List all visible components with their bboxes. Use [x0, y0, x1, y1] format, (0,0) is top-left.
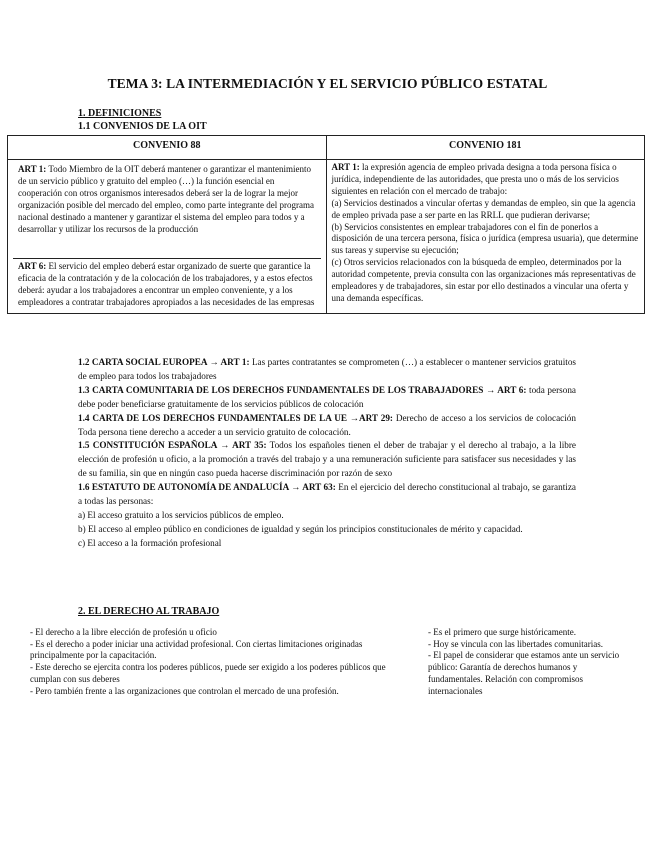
- para-1-5: [78, 439, 576, 481]
- para-1-4: [78, 412, 576, 440]
- para-1-6-b: b) El acceso al empleo público en condiciones de igualdad y según los principios constitucionales de mérito y capacidad.: [78, 523, 523, 534]
- c88-art1-block: [13, 162, 321, 258]
- c88-art6-block: [13, 258, 321, 311]
- c181-item-b: (b) Servicios consistentes en emplear trabajadores con el fin de ponerlos a disposición de una tercera persona, física o jurídica (empresa usuaria), que determine sus tareas y supervise su ejecución;: [331, 221, 639, 256]
- c181-art1-intro: [332, 162, 640, 198]
- c88-art6-text: El servicio del empleo deberá estar organizado de suerte que garantice la eficacia de la contratación y de la colocación de los trabajadores, y a estos efectos deberá: ayudar a los trabajadores a encontrar un empleo conveniente, y a los empleadores a contratar trabajadores apropiados a las necesidades de las empresas: [18, 261, 315, 307]
- para-1-2: [78, 356, 576, 384]
- table-header-row: [8, 136, 645, 160]
- list-item: - Es el primero que surge históricamente.: [428, 627, 577, 637]
- para-1-5-label: 1.5 CONSTITUCIÓN ESPAÑOLA → ART 35:: [78, 440, 267, 451]
- para-1-3-label: 1.3 CARTA COMUNITARIA DE LOS DERECHOS FUNDAMENTALES DE LOS TRABAJADORES → ART 6:: [78, 384, 527, 395]
- list-item: - Hoy se vincula con las libertades comunitarias.: [428, 638, 603, 649]
- para-1-6: [78, 481, 576, 509]
- list-item: - El papel de considerar que estamos ante un servicio público: Garantía de derechos humanos y fundamentales. Relación con compromisos internacionales: [428, 650, 620, 696]
- c88-art1-text: Todo Miembro de la OIT deberá mantener o garantizar el mantenimiento de un servicio público y gratuito del empleo (…) la función esencial en cooperación con otros organismos interesados deberá ser la de lograr la mejor organización posible del mercado del empleo, como parte integrante del programa nacional destinado a mantener y garantizar el sistema del empleo para todos y a desarrollar y utilizar los recursos de la producción: [18, 164, 314, 234]
- section-heading-derecho-trabajo: 2. EL DERECHO AL TRABAJO: [78, 606, 220, 617]
- section-heading-definiciones: 1. DEFINICIONES: [78, 108, 162, 119]
- c181-item-c: (c) Otros servicios relacionados con la búsqueda de empleo, determinados por la autoridad competente, previa consulta con las organizaciones más representativas de empleadores y de trabajadores, sin estar por ello destinados a vincular una oferta y una demanda específicas.: [331, 257, 636, 303]
- para-1-3: [78, 384, 576, 412]
- subheading-convenios-oit: 1.1 CONVENIOS DE LA OIT: [78, 121, 207, 132]
- list-item: - El derecho a la libre elección de profesión u oficio: [30, 627, 217, 637]
- c88-art6-label: ART 6:: [18, 261, 47, 271]
- convenio-88-cell: [8, 160, 327, 314]
- list-item: - Es el derecho a poder iniciar una actividad profesional. Con ciertas limitaciones originadas principalmente por la capacitación.: [30, 638, 363, 661]
- c181-item-a: (a) Servicios destinados a vincular ofertas y demandas de empleo, sin que la agencia de empleo privada pase a ser parte en las RRLL que pudieran derivarse;: [331, 197, 636, 220]
- header-convenio-181: CONVENIO 181: [326, 136, 645, 160]
- para-1-2-text: Las partes contratantes se comprometen (…) a establecer o mantener servicios gratuitos de empleo para todos los trabajadores: [78, 357, 576, 381]
- para-1-5-text: Todos los españoles tienen el deber de trabajar y el derecho al trabajo, a la libre elección de profesión u oficio, a la promoción a través del trabajo y a una remuneración suficiente para satisfacer sus necesidades y las de su familia, sin que en ningún caso pueda hacerse discriminación por razón de sexo: [78, 440, 576, 479]
- para-1-6-a: a) El acceso gratuito a los servicios públicos de empleo.: [78, 509, 284, 520]
- derecho-trabajo-left-list: [30, 627, 400, 697]
- header-convenio-88: CONVENIO 88: [8, 136, 327, 160]
- para-1-2-label: 1.2 CARTA SOCIAL EUROPEA → ART 1:: [78, 357, 250, 367]
- c181-art1-text: la expresión agencia de empleo privada designa a toda persona física o jurídica, independiente de las autoridades, que presta uno o más de los servicios siguientes en relación con el mercado de trabajo:: [331, 162, 619, 196]
- page-title: TEMA 3: LA INTERMEDIACIÓN Y EL SERVICIO PÚBLICO ESTATAL: [107, 76, 548, 91]
- para-1-6-label: 1.6 ESTATUTO DE AUTONOMÍA DE ANDALUCÍA → ART 63:: [78, 482, 336, 493]
- list-item: - Este derecho se ejercita contra los poderes públicos, puede ser exigido a los poderes públicos que cumplan con sus deberes: [30, 662, 386, 684]
- para-1-4-label: 1.4 CARTA DE LOS DERECHOS FUNDAMENTALES DE LA UE →ART 29:: [78, 412, 393, 423]
- definitions-body: [78, 356, 576, 551]
- convenio-181-cell: [326, 160, 645, 314]
- c88-art1-label: ART 1:: [18, 164, 47, 174]
- list-item: - Pero también frente a las organizaciones que controlan el mercado de una profesión.: [30, 685, 339, 696]
- para-1-3-text: toda persona debe poder beneficiarse gratuitamente de los servicios públicos de colocación: [78, 384, 576, 409]
- convenios-table: [7, 135, 645, 314]
- para-1-4-text: Derecho de acceso a los servicios de colocación Toda persona tiene derecho a acceder a un servicio gratuito de colocación.: [78, 412, 576, 437]
- derecho-trabajo-right-list: [428, 627, 628, 697]
- para-1-6-c: c) El acceso a la formación profesional: [78, 537, 222, 548]
- c181-art1-label: ART 1:: [331, 162, 360, 172]
- para-1-6-text: En el ejercicio del derecho constitucional al trabajo, se garantiza a todas las personas:: [78, 482, 576, 507]
- table-row: [8, 160, 645, 314]
